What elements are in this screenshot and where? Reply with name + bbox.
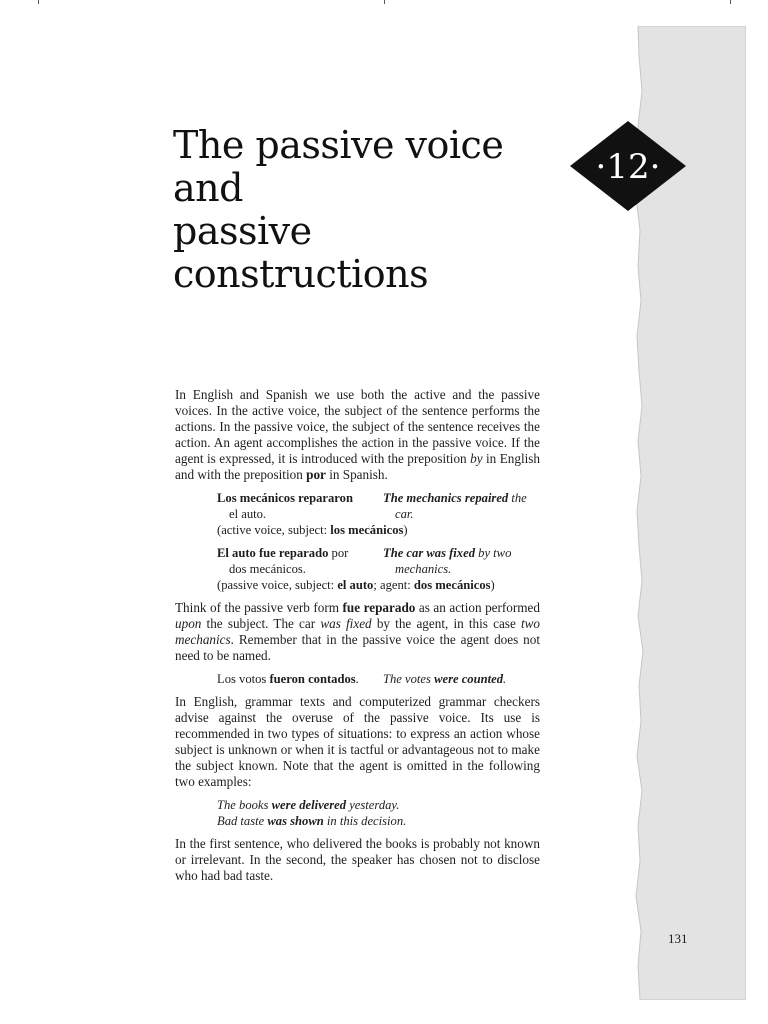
grammar-paragraph: In English, grammar texts and computerized grammar checkers advise against the overuse of the passive voice. Its use is recommended in two types of situations: to express an action whose subject is unknown or when it is tactful or advantageous not to make the subject known. Note that the agent is omitted in the following two examples: — [175, 694, 540, 789]
body-text — [175, 387, 540, 884]
crop-mark — [384, 0, 385, 4]
active-voice-example: Los mecánicos repararon el auto. The mechanics repaired the car. (active voice, subject: los mecánicos) — [217, 490, 540, 538]
example-note: (passive voice, subject: el auto; agent: dos mecánicos) — [217, 578, 495, 592]
intro-paragraph: In English and Spanish we use both the active and the passive voices. In the active voice, the subject of the sentence performs the actions. In the passive voice, the subject of the sentence receives the action. An agent accomplishes the action in the passive voice. If the agent is expressed, it is introduced with the preposition by in English and with the preposition por in Spanish. — [175, 387, 540, 482]
example-note: (active voice, subject: los mecánicos) — [217, 523, 408, 537]
omitted-agent-examples — [217, 797, 540, 829]
crop-mark — [730, 0, 731, 4]
think-paragraph: Think of the passive verb form fue reparado as an action performed upon the subject. The car was fixed by the agent, in this case two mechanics. Remember that in the passive voice the agent does not need to be named. — [175, 600, 541, 663]
crop-mark — [38, 0, 39, 4]
votes-example: Los votos fueron contados. The votes were counted. — [217, 672, 507, 686]
passive-voice-example: El auto fue reparado por dos mecánicos. The car was fixed by two mechanics. (passive voice, subject: el auto; agent: dos mecánicos) — [217, 545, 540, 593]
chapter-title-line: The passive voice and — [173, 123, 504, 210]
taste-example: Bad taste was shown in this decision. — [217, 814, 407, 828]
closing-paragraph: In the first sentence, who delivered the books is probably not known or irrelevant. In the second, the speaker has chosen not to disclose who had bad taste. — [175, 836, 540, 883]
page-number: 131 — [668, 931, 688, 946]
chapter-number-badge — [570, 121, 686, 211]
chapter-title — [173, 124, 573, 296]
chapter-number: ·12· — [595, 147, 661, 187]
chapter-title-line: passive constructions — [173, 209, 429, 296]
books-example: The books were delivered yesterday. — [217, 798, 400, 812]
